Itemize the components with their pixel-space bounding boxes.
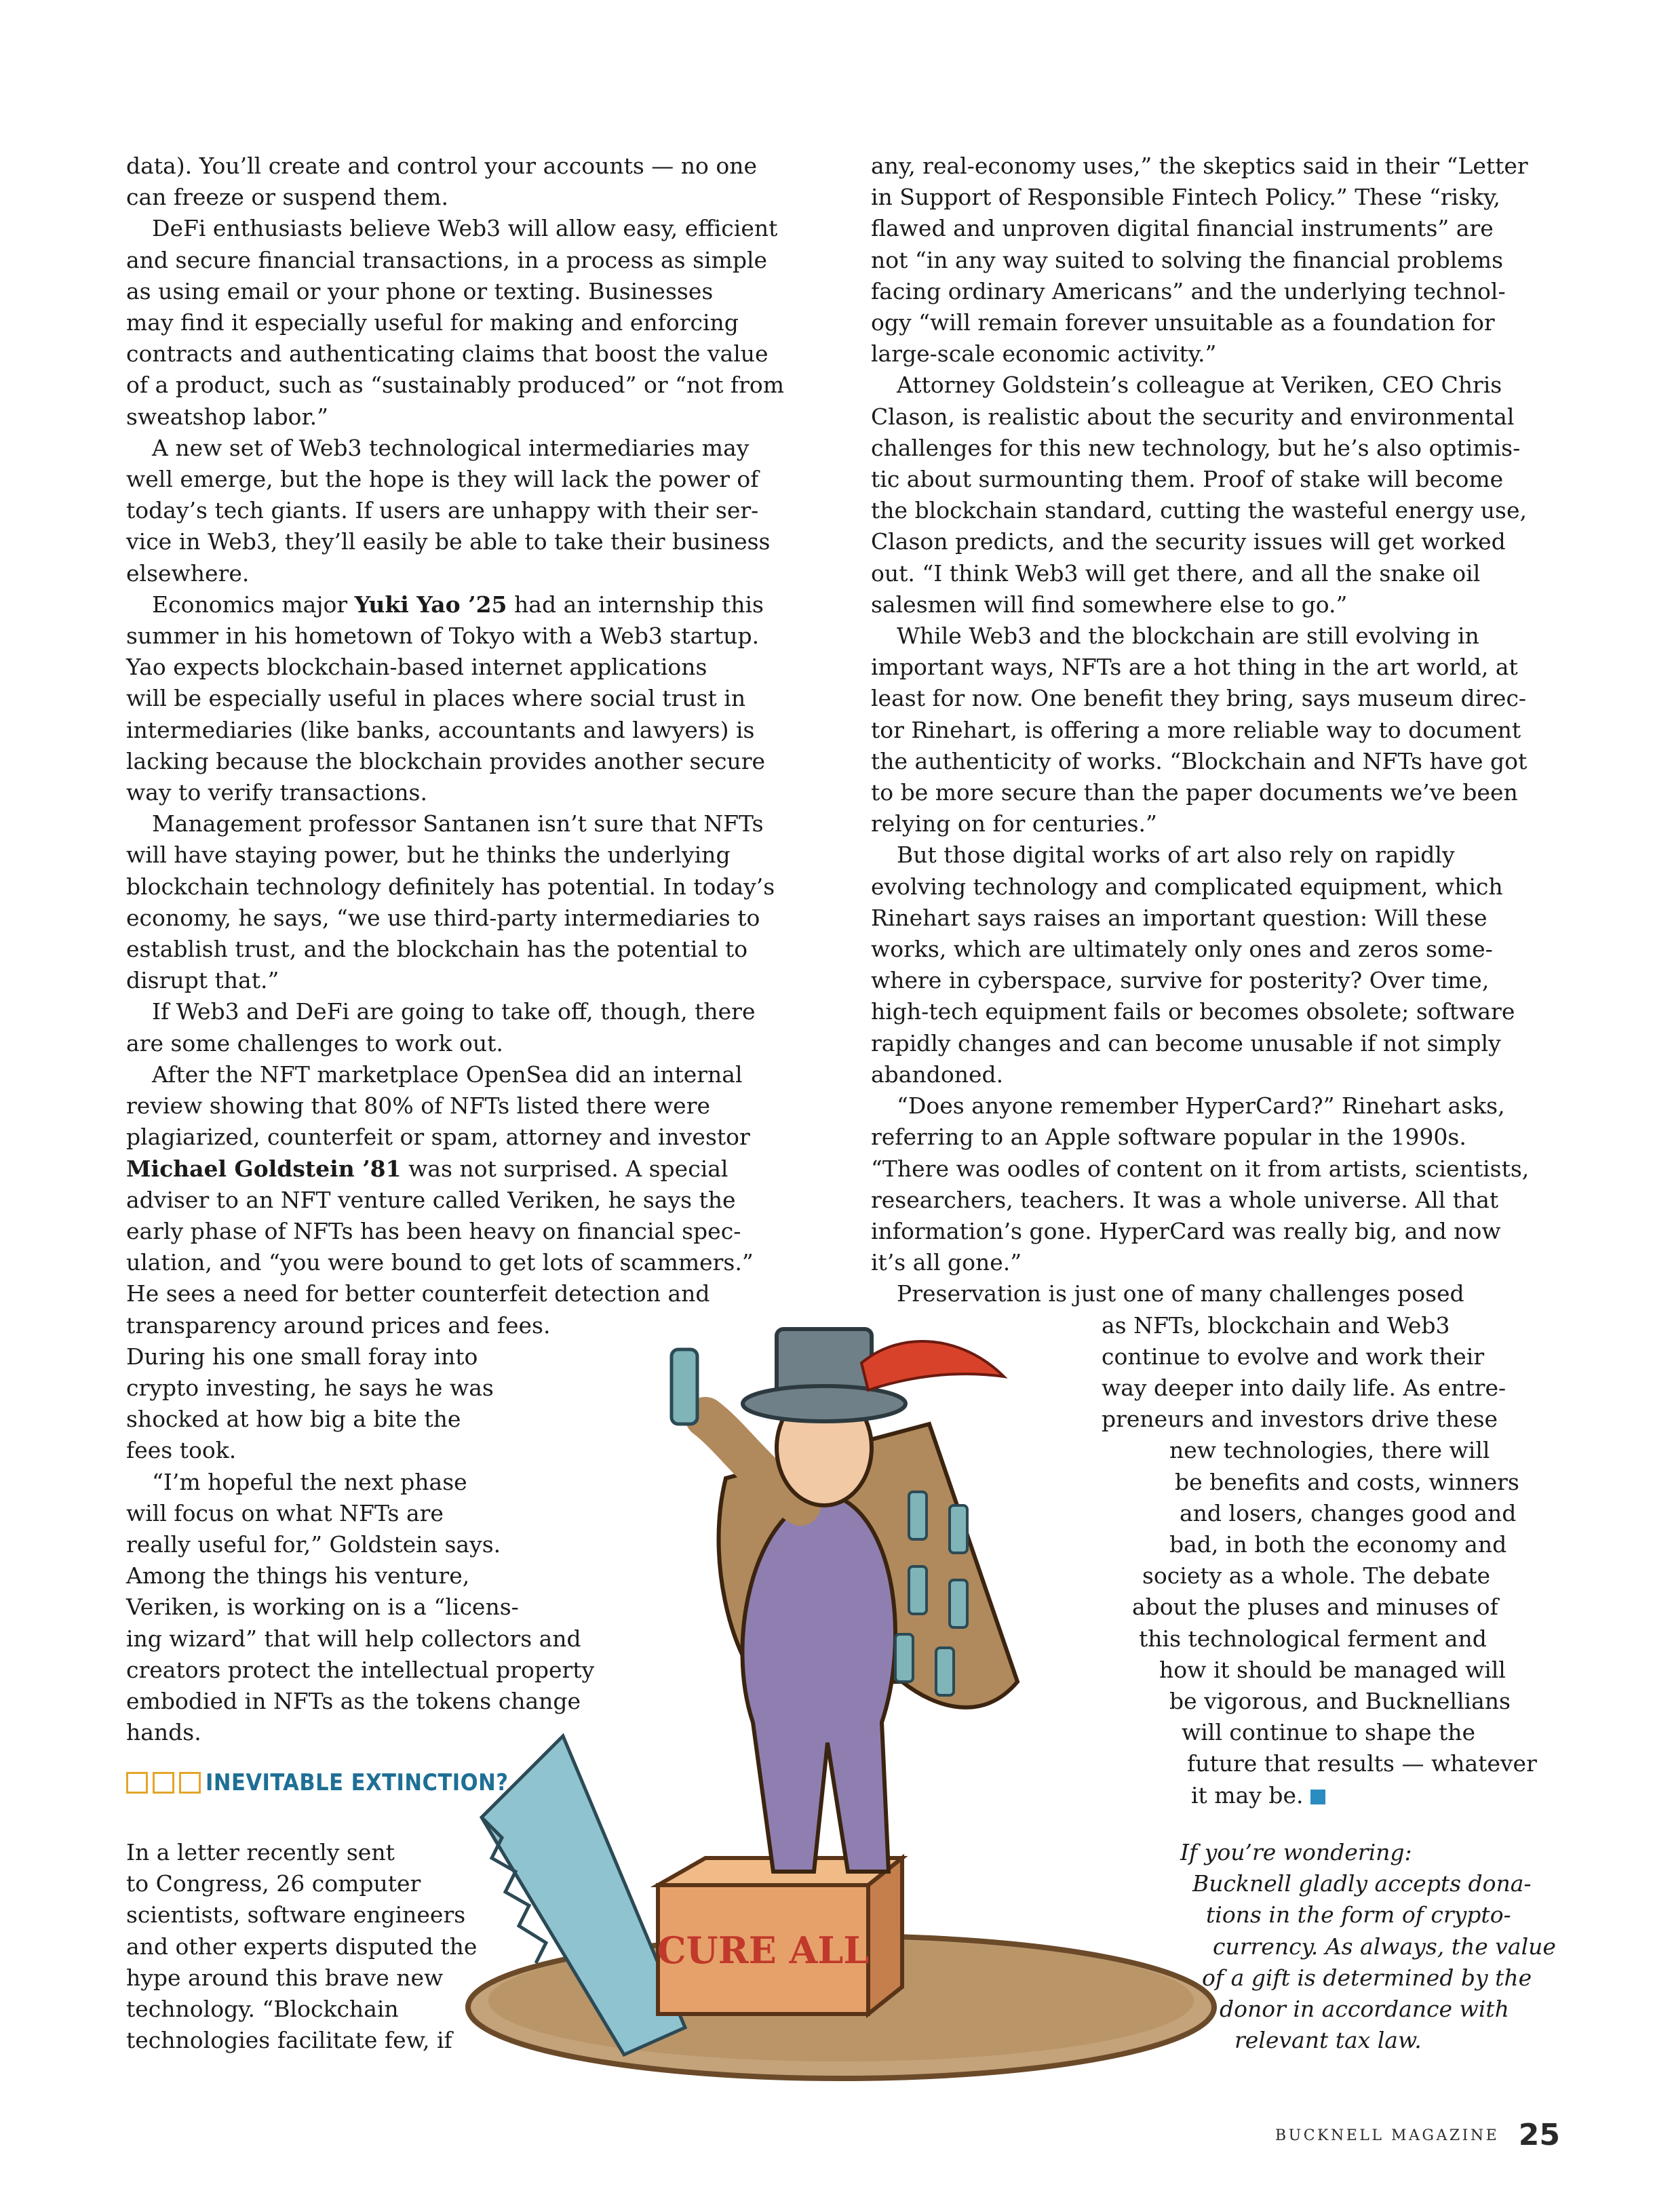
text-line: future that results — whatever: [1187, 1750, 1537, 1777]
text-line: will focus on what NFTs are: [126, 1499, 444, 1526]
text-line: [126, 589, 764, 620]
text-line: as using email or your phone or texting. Businesses: [126, 277, 714, 304]
text-line: not “in any way suited to solving the financial problems: [871, 246, 1504, 273]
text-line: in Support of Responsible Fintech Policy.” These “risky,: [871, 184, 1500, 211]
text-line: it’s all gone.”: [871, 1249, 1022, 1276]
person-name: Michael Goldstein ’81: [126, 1155, 402, 1182]
text-line: [126, 1153, 750, 1185]
text-line: establish trust, and the blockchain has the potential to: [126, 936, 748, 963]
text-line: blockchain technology definitely has potential. In today’s: [126, 873, 775, 900]
text-line: Among the things his venture,: [126, 1562, 470, 1589]
note-line: currency. As always, the value: [1213, 1933, 1556, 1960]
text-line: are some challenges to work out.: [126, 1029, 503, 1056]
text-line: ogy “will remain forever unsuitable as a foundation for: [871, 309, 1495, 336]
text-line: fees took.: [126, 1437, 237, 1464]
text-line: where in cyberspace, survive for posterity? Over time,: [871, 967, 1490, 994]
text-line: Attorney Goldstein’s colleague at Veriken, CEO Chris: [897, 372, 1502, 399]
text-line: society as a whole. The debate: [1142, 1562, 1490, 1589]
text-line: review showing that 80% of NFTs listed there were: [126, 1092, 711, 1120]
text-line: to be more secure than the paper documents we’ve been: [871, 779, 1518, 806]
text-line: Management professor Santanen isn’t sure that NFTs: [152, 810, 764, 837]
hat-brim: [743, 1386, 906, 1421]
text-line: “There was oodles of content on it from artists, scientists,: [871, 1155, 1530, 1182]
text-line: During his one small foray into: [126, 1343, 478, 1370]
text-line: plagiarized, counterfeit or spam, attorney and investor: [126, 1124, 750, 1151]
text-line: preneurs and investors drive these: [1102, 1406, 1498, 1433]
text-line: works, which are ultimately only ones and zeros some-: [871, 936, 1493, 963]
text-line: this technological ferment and: [1139, 1625, 1487, 1652]
text-line: Clason, is realistic about the security and environmental: [871, 403, 1515, 430]
text-line: contracts and authenticating claims that boost the value: [126, 340, 769, 368]
text-line: and losers, changes good and: [1180, 1499, 1517, 1526]
text-line: sweatshop labor.”: [126, 403, 329, 430]
text-line: adviser to an NFT venture called Veriken, he says the: [126, 1186, 736, 1213]
text-line: rapidly changes and can become unusable if not simply: [871, 1029, 1501, 1056]
end-mark-icon: [1310, 1790, 1325, 1804]
note-line: of a gift is determined by the: [1202, 1964, 1532, 1991]
text-line: If Web3 and DeFi are going to take off, though, there: [152, 998, 756, 1025]
text-line: really useful for,” Goldstein says.: [126, 1530, 501, 1558]
text-line: researchers, teachers. It was a whole universe. All that: [871, 1186, 1499, 1213]
text-line: After the NFT marketplace OpenSea did an internal: [152, 1061, 743, 1088]
text-line: Veriken, is working on is a “licens-: [126, 1594, 519, 1621]
text-line: to Congress, 26 computer: [126, 1870, 421, 1897]
text-line: relying on for centuries.”: [871, 810, 1157, 837]
text-line: tic about surmounting them. Proof of stake will become: [871, 466, 1504, 493]
text-run: it may be.: [1191, 1781, 1304, 1809]
text-line: ing wizard” that will help collectors and: [126, 1625, 581, 1652]
person-name: Yuki Yao ’25: [354, 591, 507, 618]
text-line: information’s gone. HyperCard was really big, and now: [871, 1217, 1501, 1244]
text-line: A new set of Web3 technological intermediaries may: [152, 434, 750, 461]
magazine-name: BUCKNELL MAGAZINE: [1275, 2127, 1500, 2144]
page-footer: [1275, 2118, 1560, 2152]
text-line: creators protect the intellectual property: [126, 1656, 595, 1683]
text-line: of a product, such as “sustainably produced” or “not from: [126, 372, 785, 399]
text-line: “I’m hopeful the next phase: [152, 1468, 467, 1495]
heading-square-icon: [126, 1772, 148, 1794]
text-line: economy, he says, “we use third-party intermediaries to: [126, 904, 760, 931]
text-line: how it should be managed will: [1159, 1656, 1506, 1683]
text-line: lacking because the blockchain provides another secure: [126, 747, 766, 774]
crate-side: [868, 1858, 902, 2014]
text-line: high-tech equipment fails or becomes obsolete; software: [871, 998, 1515, 1025]
text-line: summer in his hometown of Tokyo with a Web3 startup.: [126, 623, 760, 650]
text-line: referring to an Apple software popular in the 1990s.: [871, 1124, 1466, 1151]
text-line: as NFTs, blockchain and Web3: [1102, 1311, 1450, 1339]
text-line: tor Rinehart, is offering a more reliable way to document: [871, 716, 1521, 743]
text-line: least for now. One benefit they bring, says museum direc-: [871, 685, 1527, 712]
text-line: the blockchain standard, cutting the wasteful energy use,: [871, 497, 1527, 524]
text-line: will have staying power, but he thinks the underlying: [126, 842, 731, 869]
text-line: will be especially useful in places where social trust in: [126, 685, 746, 712]
text-line: DeFi enthusiasts believe Web3 will allow easy, efficient: [152, 215, 778, 242]
note-line: donor in accordance with: [1220, 1996, 1509, 2023]
text-line: today’s tech giants. If users are unhappy with their ser-: [126, 497, 759, 524]
text-line: evolving technology and complicated equipment, which: [871, 873, 1503, 900]
text-line: technology. “Blockchain: [126, 1996, 399, 2023]
text-line: But those digital works of art also rely on rapidly: [897, 842, 1455, 869]
text-line: scientists, software engineers: [126, 1901, 466, 1929]
text-run: was not surprised. A special: [401, 1155, 728, 1182]
text-line: challenges for this new technology, but he’s also optimis-: [871, 434, 1521, 461]
text-line: salesmen will find somewhere else to go.”: [871, 591, 1348, 618]
crate-label: CURE ALL: [657, 1929, 870, 1972]
text-line: hype around this brave new: [126, 1964, 444, 1991]
text-line: flawed and unproven digital financial instruments” are: [871, 215, 1494, 242]
text-line: shocked at how big a bite the: [126, 1406, 461, 1433]
text-line: about the pluses and minuses of: [1132, 1594, 1498, 1621]
section-heading-text: INEVITABLE EXTINCTION?: [206, 1769, 509, 1796]
text-line: be vigorous, and Bucknellians: [1169, 1687, 1511, 1714]
text-line: continue to evolve and work their: [1102, 1343, 1485, 1370]
text-line: “Does anyone remember HyperCard?” Rinehart asks,: [897, 1092, 1505, 1120]
note-line: tions in the form of crypto-: [1206, 1901, 1511, 1929]
text-line: disrupt that.”: [126, 967, 279, 994]
text-line: well emerge, but the hope is they will lack the power of: [126, 466, 759, 493]
note-line: Bucknell gladly accepts dona-: [1192, 1870, 1532, 1897]
text-line: Yao expects blockchain-based internet applications: [126, 654, 707, 681]
text-line: out. “I think Web3 will get there, and all the snake oil: [871, 559, 1481, 587]
text-line: While Web3 and the blockchain are still evolving in: [897, 623, 1479, 650]
text-line: the authenticity of works. “Blockchain and NFTs have got: [871, 747, 1528, 774]
heading-square-icon: [153, 1772, 174, 1794]
text-line: He sees a need for better counterfeit detection and: [126, 1280, 710, 1307]
text-line: early phase of NFTs has been heavy on financial spec-: [126, 1217, 741, 1244]
text-line: embodied in NFTs as the tokens change: [126, 1687, 581, 1714]
section-heading: [126, 1769, 509, 1796]
text-line: Rinehart says raises an important question: Will these: [871, 904, 1487, 931]
text-line: In a letter recently sent: [126, 1839, 395, 1865]
text-line: abandoned.: [871, 1061, 1004, 1088]
text-line: intermediaries (like banks, accountants and lawyers) is: [126, 716, 755, 743]
note-line: If you’re wondering:: [1180, 1839, 1412, 1865]
text-line: bad, in both the economy and: [1169, 1530, 1507, 1558]
text-line: large-scale economic activity.”: [871, 340, 1217, 368]
text-line: data). You’ll create and control your accounts — no one: [126, 153, 758, 179]
text-line: technologies facilitate few, if: [126, 2027, 452, 2054]
salesman-body: [742, 1499, 895, 1872]
hat-feather: [861, 1341, 1004, 1390]
text-line: Clason predicts, and the security issues will get worked: [871, 528, 1506, 555]
text-line: and other experts disputed the: [126, 1933, 478, 1960]
text-line: crypto investing, he says he was: [126, 1374, 494, 1401]
text-line: new technologies, there will: [1169, 1437, 1490, 1464]
text-line: way deeper into daily life. As entre-: [1102, 1374, 1506, 1401]
text-line: important ways, NFTs are a hot thing in the art world, at: [871, 654, 1518, 681]
text-line: any, real-economy uses,” the skeptics said in their “Letter: [871, 153, 1528, 179]
text-run: Economics major: [152, 591, 355, 618]
text-line: facing ordinary Americans” and the underlying technol-: [871, 277, 1506, 304]
snake-oil-salesman-illustration: [461, 1302, 1234, 2102]
text-line: Preservation is just one of many challenges posed: [897, 1280, 1464, 1307]
text-line: vice in Web3, they’ll easily be able to take their business: [126, 528, 771, 555]
note-line: relevant tax law.: [1234, 2027, 1422, 2054]
heading-square-icon: [179, 1772, 201, 1794]
text-line: hands.: [126, 1719, 201, 1746]
raised-bottle: [672, 1349, 697, 1424]
page-number: 25: [1518, 2118, 1560, 2152]
text-line: way to verify transactions.: [126, 779, 427, 806]
section-body: [126, 1837, 506, 2056]
text-line: be benefits and costs, winners: [1175, 1468, 1519, 1495]
text-line: elsewhere.: [126, 559, 250, 587]
text-run: had an internship this: [507, 591, 764, 618]
text-line: and secure financial transactions, in a process as simple: [126, 246, 768, 273]
text-line: may find it especially useful for making and enforcing: [126, 309, 739, 336]
text-line: will continue to shape the: [1182, 1719, 1476, 1746]
text-line: ulation, and “you were bound to get lots of scammers.”: [126, 1249, 754, 1276]
text-line: can freeze or suspend them.: [126, 184, 448, 211]
text-line: transparency around prices and fees.: [126, 1311, 551, 1339]
